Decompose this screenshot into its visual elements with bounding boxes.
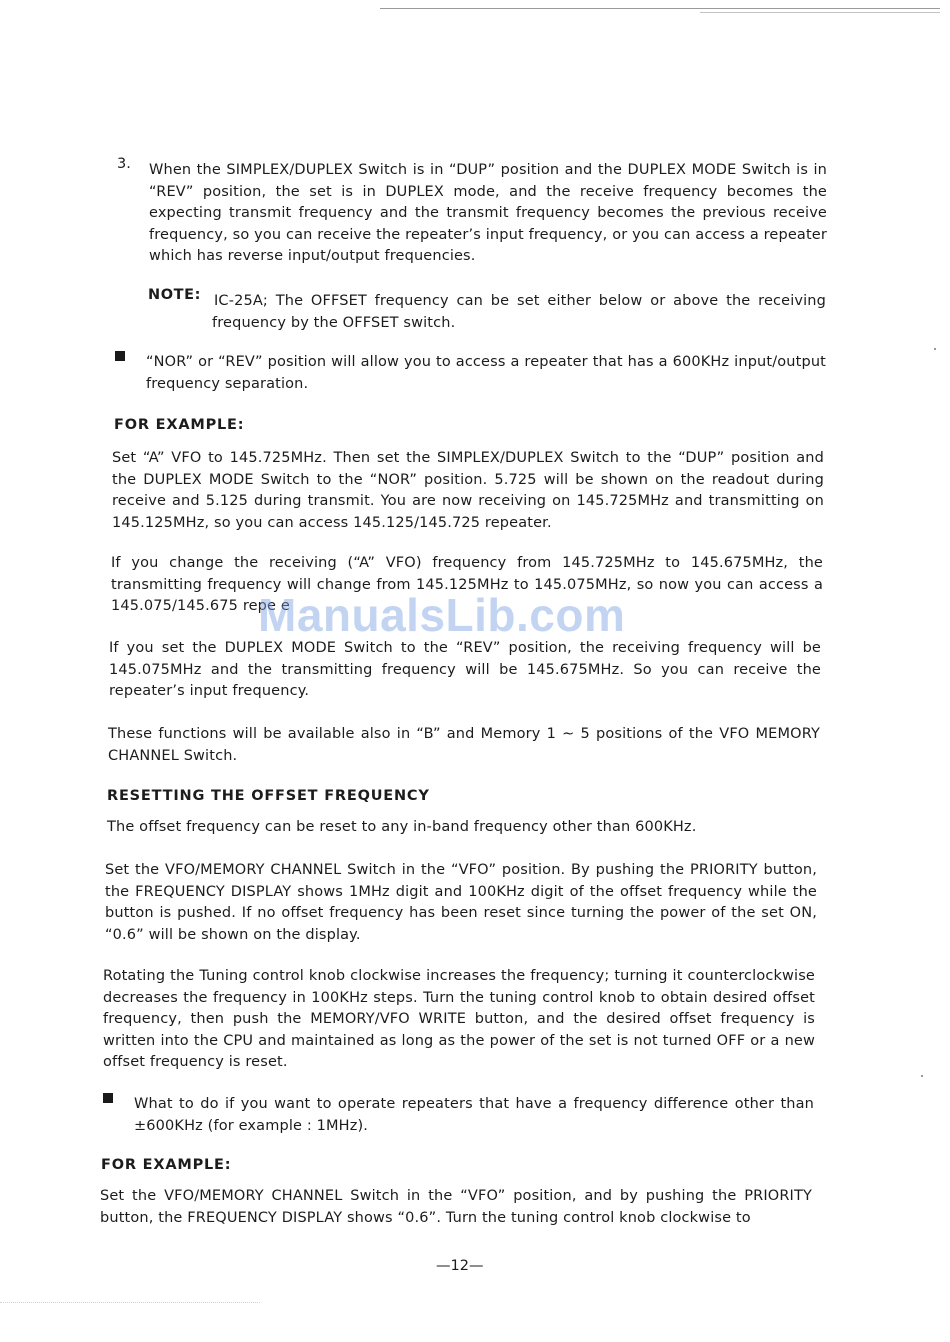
bullet-square-icon — [115, 351, 125, 361]
example-1-paragraph-2: If you change the receiving (“A” VFO) frequency from 145.725MHz to 145.675MHz, the transmitting frequency will change from 145.125MHz to 145.075MHz, so now you can access a 145.075/145.675 repe e — [111, 555, 823, 614]
for-example-heading-1: FOR EXAMPLE: — [114, 417, 245, 433]
bullet-2-text: What to do if you want to operate repeaters that have a frequency difference other than ±600KHz (for example : 1MHz). — [134, 1096, 814, 1134]
example-1-paragraph-3: If you set the DUPLEX MODE Switch to the “REV” position, the receiving frequency will be 145.075MHz and the transmitting frequency will be 145.675MHz. So you can receive the repeater’s input frequency. — [109, 640, 821, 699]
item-3-number: 3. — [117, 156, 131, 172]
manualslib-watermark: ManualsLib.com — [258, 589, 626, 641]
scan-speck — [934, 348, 936, 350]
resetting-paragraph-1: The offset frequency can be reset to any in-band frequency other than 600KHz. — [107, 819, 697, 835]
scan-speck — [921, 1075, 923, 1077]
resetting-paragraph-3: Rotating the Tuning control knob clockwise increases the frequency; turning it counterclockwise decreases the frequency in 100KHz steps. Turn the tuning control knob to obtain desired offset frequency, then push the MEMORY/VFO WRITE button, and the desired offset frequency is written into the CPU and maintained as long as the power of the set is not turned OFF or a new offset frequency is reset. — [103, 968, 815, 1070]
top-edge-line — [380, 8, 940, 9]
example-1-paragraph-1: Set “A” VFO to 145.725MHz. Then set the SIMPLEX/DUPLEX Switch to the “DUP” position and the DUPLEX MODE Switch to the “NOR” position. 5.725 will be shown on the readout during receive and 5.125 during transmit. You are now receiving on 145.725MHz and transmitting on 145.125MHz, so you can access 145.125/145.725 repeater. — [112, 450, 824, 531]
bullet-square-icon — [103, 1093, 113, 1103]
example-1-paragraph-4: These functions will be available also in “B” and Memory 1 ∼ 5 positions of the VFO MEMORY CHANNEL Switch. — [108, 726, 820, 764]
resetting-paragraph-2: Set the VFO/MEMORY CHANNEL Switch in the “VFO” position. By pushing the PRIORITY button, the FREQUENCY DISPLAY shows 1MHz digit and 100KHz digit of the offset frequency while the button is pushed. If no offset frequency has been reset since turning the power of the set ON, “0.6” will be shown on the display. — [105, 862, 817, 943]
for-example-heading-2: FOR EXAMPLE: — [101, 1157, 232, 1173]
item-3-text: When the SIMPLEX/DUPLEX Switch is in “DUP” position and the DUPLEX MODE Switch is in “REV” position, the set is in DUPLEX mode, and the receive frequency becomes the expecting transmit frequency and the transmit frequency becomes the previous receive frequency, so you can receive the repeater’s input frequency, or you can access a repeater which has reverse input/output frequencies. — [149, 162, 827, 264]
note-text: IC-25A; The OFFSET frequency can be set either below or above the receiving frequency by the OFFSET switch. — [212, 293, 826, 331]
note-label: NOTE: — [148, 287, 202, 303]
example-2-paragraph-1: Set the VFO/MEMORY CHANNEL Switch in the “VFO” position, and by pushing the PRIORITY button, the FREQUENCY DISPLAY shows “0.6”. Turn the tuning control knob clockwise to — [100, 1188, 812, 1226]
resetting-offset-heading: RESETTING THE OFFSET FREQUENCY — [107, 788, 430, 804]
top-edge-line-faint — [700, 12, 940, 13]
page-number: —12— — [436, 1258, 484, 1274]
scan-smudge — [0, 1302, 260, 1303]
bullet-1-text: “NOR” or “REV” position will allow you to access a repeater that has a 600KHz input/output frequency separation. — [146, 354, 826, 392]
